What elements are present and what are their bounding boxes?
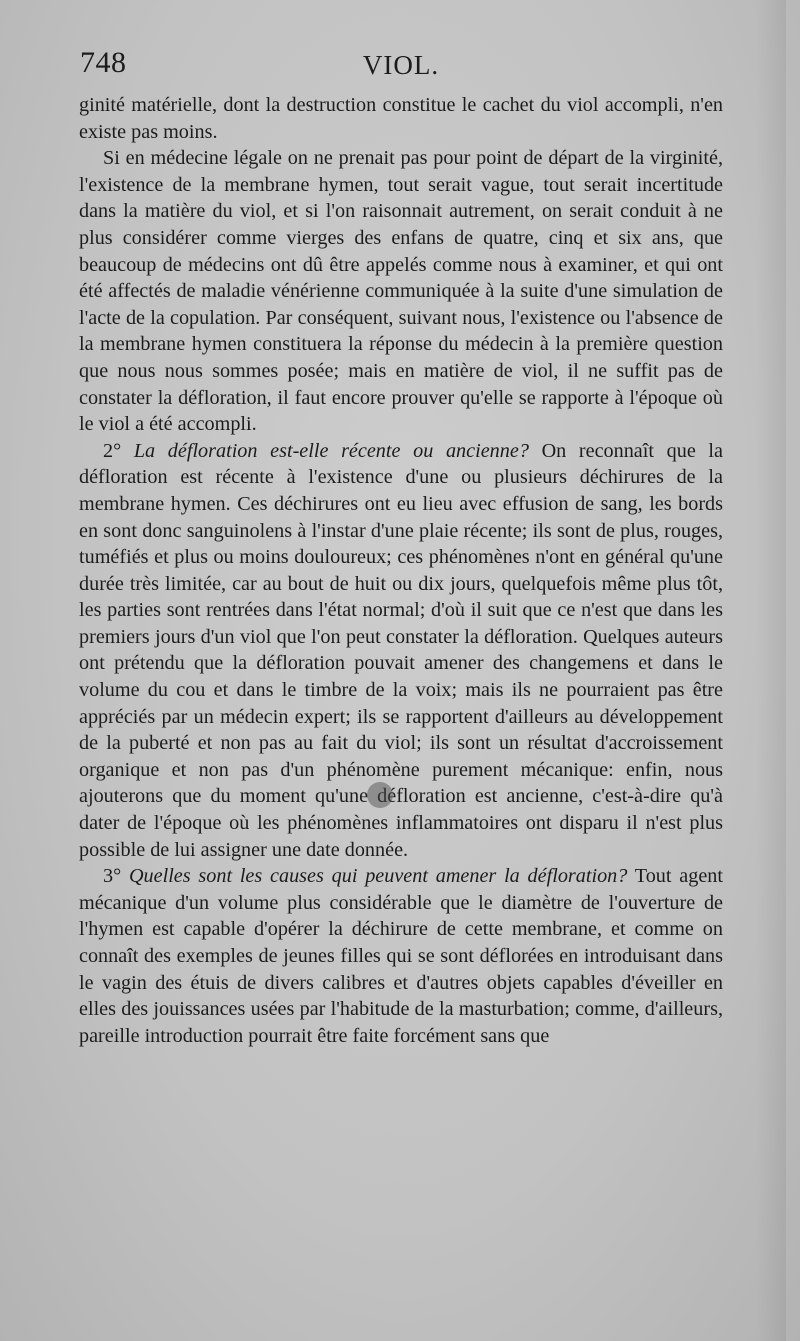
paragraph-question-3 (79, 863, 723, 1049)
paragraph-text: Tout agent mécanique d'un volume plus considérable que le diamètre de l'ouverture de l'hymen est capable d'opérer la déchirure de cette membrane, et comme on connaît des exemples de jeunes filles qui se sont déflorées en introduisant dans le vagin des étuis de divers calibres et d'autres objets capables d'éveiller en elles des jouissances usées par l'habitude de la masturbation; comme, d'ailleurs, pareille introduction pourrait être faite forcément sans que (79, 865, 723, 1047)
paragraph-question-2 (79, 438, 723, 864)
paragraph-virginity (79, 145, 723, 438)
page-number: 748 (80, 46, 127, 79)
question-number: 3° (103, 865, 129, 888)
page-header (80, 46, 722, 86)
paragraph-text: Si en médecine légale on ne prenait pas pour point de départ de la virginité, l'existence de la membrane hymen, tout serait vague, tout serait incertitude dans la matière du viol, et si l'on raisonnait autrement, on serait conduit à ne plus considérer comme vierges des enfans de quatre, cinq et six ans, que beaucoup de médecins ont dû être appelés comme nous à examiner, et qui ont été affectés de maladie vénérienne communiquée à la suite d'une simulation de l'acte de la copulation. Par conséquent, suivant nous, l'existence ou l'absence de la membrane hymen constituera la réponse du médecin à la première question que nous nous sommes posée; mais en matière de viol, il ne suffit pas de constater la défloration, il faut encore prouver qu'elle se rapporte à l'époque où le viol a été accompli. (79, 147, 723, 436)
ink-smudge (367, 782, 393, 808)
body-text (79, 92, 723, 1049)
question-heading: La défloration est-elle récente ou ancienne? (133, 439, 529, 462)
paragraph-continuation (79, 92, 723, 145)
question-number: 2° (103, 439, 134, 462)
page-edge-shadow (756, 0, 786, 1341)
paragraph-text: ginité matérielle, dont la destruction constitue le cachet du viol accompli, n'en existe pas moins. (79, 94, 723, 143)
paragraph-text: On reconnaît que la défloration est récente à l'existence d'une ou plusieurs déchirures de la membrane hymen. Ces déchirures ont eu lieu avec effusion de sang, les bords en sont donc sanguinolens à l'instar d'une plaie récente; ils sont de plus, rouges, tuméfiés et plus ou moins douloureux; ces phénomènes n'ont en général qu'une durée très limitée, car au bout de huit ou dix jours, quelquefois même plus tôt, les parties sont rentrées dans l'état normal; d'où il suit que ce n'est que dans les premiers jours d'un viol que l'on peut constater la défloration. Quelques auteurs ont prétendu que la défloration pouvait amener des changemens et dans le volume du cou et dans le timbre de la voix; mais ils ne pourraient pas être appréciés par un médecin expert; ils se rapportent d'ailleurs au développement de la puberté et non pas au fait du viol; ils sont un résultat d'accroissement organique et non pas d'un phénomène purement mécanique: enfin, nous ajouterons que du moment qu'une défloration est ancienne, c'est-à-dire qu'à dater de l'époque où les phénomènes inflammatoires ont disparu il n'est plus possible de lui assigner une date donnée. (79, 439, 723, 861)
question-heading: Quelles sont les causes qui peuvent amener la défloration? (128, 865, 628, 888)
running-title: VIOL. (362, 50, 440, 80)
